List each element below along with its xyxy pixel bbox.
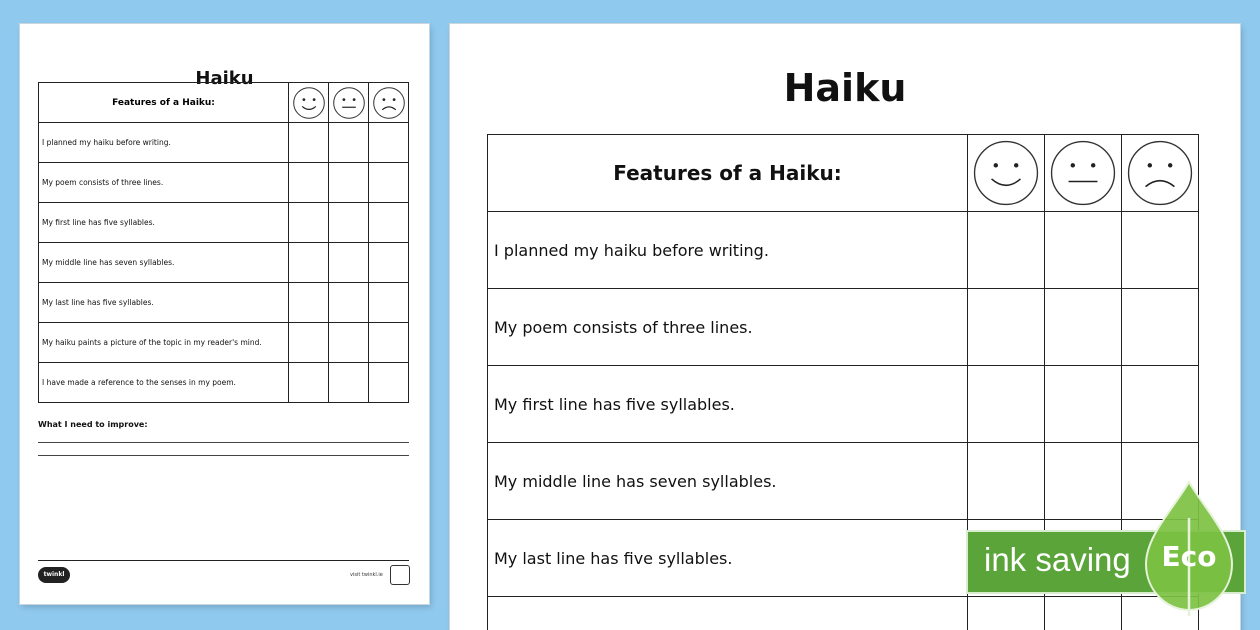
checkbox-cell[interactable]	[1045, 597, 1122, 630]
checkbox-cell[interactable]	[329, 363, 369, 403]
checkbox-cell[interactable]	[968, 289, 1045, 366]
table-row	[39, 323, 409, 363]
happy-face-icon	[289, 83, 329, 123]
table-row	[488, 366, 1199, 443]
sad-face-icon	[369, 83, 409, 123]
neutral-face-icon	[329, 83, 369, 123]
checkbox-cell[interactable]	[1045, 366, 1122, 443]
writing-line[interactable]	[38, 442, 409, 443]
criterion-text: I planned my haiku before writing.	[39, 123, 289, 163]
table-row	[39, 243, 409, 283]
checkbox-cell[interactable]	[369, 203, 409, 243]
twinkl-logo: twinkl	[38, 567, 70, 583]
checkbox-cell[interactable]	[369, 163, 409, 203]
checkbox-cell[interactable]	[369, 363, 409, 403]
criterion-text: I planned my haiku before writing.	[488, 212, 968, 289]
criterion-text: My first line has five syllables.	[488, 366, 968, 443]
checkbox-cell[interactable]	[289, 123, 329, 163]
improve-label: What I need to improve:	[38, 420, 148, 429]
table-row	[39, 363, 409, 403]
checkbox-cell[interactable]	[329, 243, 369, 283]
criterion-text: My middle line has seven syllables.	[39, 243, 289, 283]
small-checklist-table	[38, 82, 409, 403]
eco-drop-icon	[1134, 478, 1244, 618]
checkbox-cell[interactable]	[968, 366, 1045, 443]
table-row	[39, 283, 409, 323]
table-row	[488, 289, 1199, 366]
criterion-text: My last line has five syllables.	[488, 520, 968, 597]
sad-face-icon	[1122, 135, 1199, 212]
table-row	[488, 597, 1199, 630]
checkbox-cell[interactable]	[968, 212, 1045, 289]
checkbox-cell[interactable]	[369, 323, 409, 363]
table-row	[39, 203, 409, 243]
visit-url: visit twinkl.ie	[350, 572, 383, 578]
happy-face-icon	[968, 135, 1045, 212]
checkbox-cell[interactable]	[1045, 212, 1122, 289]
checkbox-cell[interactable]	[329, 123, 369, 163]
checkbox-cell[interactable]	[329, 283, 369, 323]
criterion-text: My middle line has seven syllables.	[488, 443, 968, 520]
criterion-text: My last line has five syllables.	[39, 283, 289, 323]
table-row	[488, 212, 1199, 289]
table-row	[39, 163, 409, 203]
footer-divider	[38, 560, 409, 561]
checkbox-cell[interactable]	[289, 203, 329, 243]
eco-label: Eco	[1161, 540, 1217, 573]
writing-line[interactable]	[38, 455, 409, 456]
small-sheet-title: Haiku	[195, 68, 254, 89]
checkbox-cell[interactable]	[289, 323, 329, 363]
features-header: Features of a Haiku:	[39, 83, 289, 123]
checkbox-cell[interactable]	[289, 243, 329, 283]
checkbox-cell[interactable]	[329, 203, 369, 243]
ink-saving-label: ink saving	[984, 541, 1131, 578]
table-row	[39, 123, 409, 163]
table-header-row	[488, 135, 1199, 212]
checkbox-cell[interactable]	[329, 163, 369, 203]
checkbox-cell[interactable]	[289, 163, 329, 203]
quality-seal-icon	[390, 565, 410, 585]
checkbox-cell[interactable]	[1122, 289, 1199, 366]
checkbox-cell[interactable]	[289, 283, 329, 323]
checkbox-cell[interactable]	[1122, 212, 1199, 289]
checkbox-cell[interactable]	[1045, 443, 1122, 520]
checkbox-cell[interactable]	[1122, 366, 1199, 443]
checkbox-cell[interactable]	[289, 363, 329, 403]
criterion-text: My haiku paints a picture of the topic in my reader's mind.	[39, 323, 289, 363]
checkbox-cell[interactable]	[369, 283, 409, 323]
checkbox-cell[interactable]	[1045, 289, 1122, 366]
small-worksheet-preview[interactable]	[20, 24, 429, 604]
criterion-text: My poem consists of three lines.	[488, 289, 968, 366]
features-header: Features of a Haiku:	[488, 135, 968, 212]
table-header-row	[39, 83, 409, 123]
criterion-text: I have made a reference to the senses in my poem.	[39, 363, 289, 403]
checkbox-cell[interactable]	[329, 323, 369, 363]
checkbox-cell[interactable]	[968, 443, 1045, 520]
large-sheet-title: Haiku	[783, 66, 907, 110]
criterion-text: My first line has five syllables.	[39, 203, 289, 243]
checkbox-cell[interactable]	[369, 243, 409, 283]
checkbox-cell[interactable]	[369, 123, 409, 163]
table-row	[488, 443, 1199, 520]
criterion-text: My poem consists of three lines.	[39, 163, 289, 203]
neutral-face-icon	[1045, 135, 1122, 212]
checkbox-cell[interactable]	[968, 597, 1045, 630]
criterion-text	[488, 597, 968, 630]
